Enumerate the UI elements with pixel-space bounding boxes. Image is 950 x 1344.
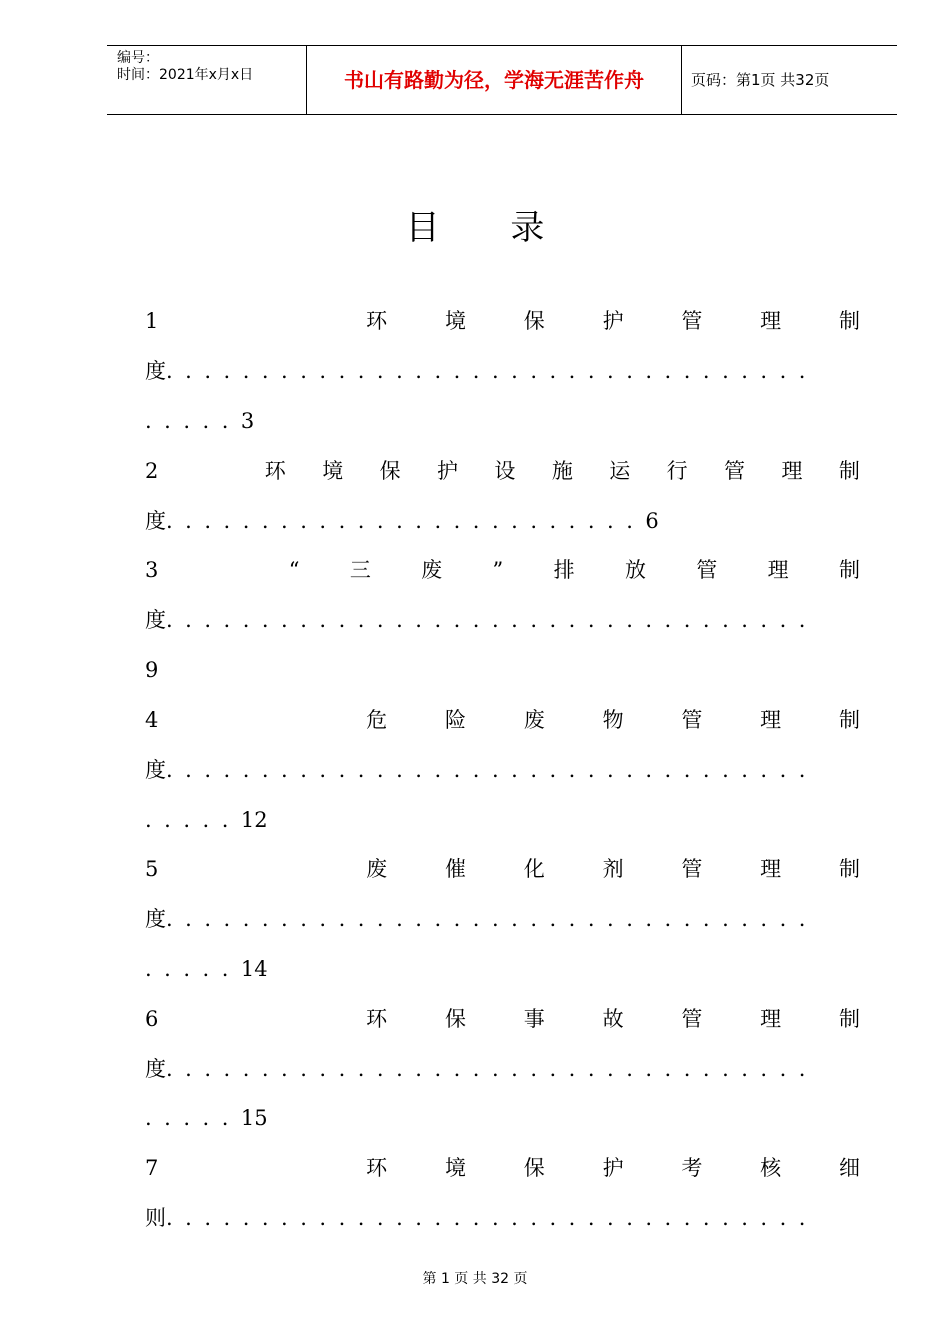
toc-char: 物 xyxy=(602,708,624,732)
toc-char: “ xyxy=(288,558,300,582)
toc-entry-7-heading[interactable] xyxy=(145,1153,860,1183)
toc-entry-4-leader xyxy=(145,755,860,785)
toc-dot-leader: ..... xyxy=(145,409,241,433)
toc-entry-number: 1 xyxy=(145,309,159,333)
toc-dot-leader: .................................. xyxy=(166,758,818,782)
toc-entry-3-heading[interactable] xyxy=(145,555,860,585)
toc-entry-number: 3 xyxy=(145,558,159,582)
toc-char: 管 xyxy=(681,309,703,333)
toc-char: 护 xyxy=(437,459,458,483)
toc-dot-leader: ..... xyxy=(145,808,241,832)
toc-last-char: 度 xyxy=(145,608,166,632)
toc-entry-number: 4 xyxy=(145,708,159,732)
toc-entry-5-page xyxy=(145,954,860,984)
toc-entry-2-heading[interactable] xyxy=(145,456,860,486)
toc-dot-leader: .................................. xyxy=(166,1206,818,1230)
toc-entry-7-leader xyxy=(145,1203,860,1233)
toc-char: 管 xyxy=(724,459,746,483)
toc-char: 境 xyxy=(444,1156,466,1180)
toc-entry-6-leader xyxy=(145,1054,860,1084)
toc-char: 理 xyxy=(760,708,782,732)
toc-char: 设 xyxy=(494,459,516,483)
toc-entry-3-page xyxy=(145,655,860,685)
toc-title xyxy=(0,200,950,249)
toc-char: 保 xyxy=(444,1007,466,1031)
toc-char: 三 xyxy=(349,558,371,582)
toc-char: 管 xyxy=(696,558,718,582)
toc-title-char-1: 目 xyxy=(405,208,440,248)
toc-char: 制 xyxy=(838,558,860,582)
toc-entry-number: 2 xyxy=(145,459,159,483)
page-header xyxy=(107,45,897,115)
toc-char: 催 xyxy=(444,857,466,881)
toc-entry-6-heading[interactable] xyxy=(145,1004,860,1034)
header-meta xyxy=(107,46,307,114)
toc-char: 管 xyxy=(681,708,703,732)
toc-entry-1-heading[interactable] xyxy=(145,306,860,336)
toc-char: 施 xyxy=(551,459,573,483)
toc-char: 环 xyxy=(366,309,388,333)
toc-last-char: 度 xyxy=(145,359,166,383)
toc-char: 理 xyxy=(760,857,782,881)
toc-char: 境 xyxy=(322,459,344,483)
toc-char: 放 xyxy=(624,558,646,582)
toc-char: 保 xyxy=(523,1156,545,1180)
toc-char: 管 xyxy=(681,857,703,881)
doc-number-label: 编号： xyxy=(117,50,159,66)
toc-entry-4-heading[interactable] xyxy=(145,705,860,735)
toc-char: 制 xyxy=(838,857,860,881)
toc-char: 理 xyxy=(760,1007,782,1031)
toc-char: 细 xyxy=(838,1156,860,1180)
toc-char: 核 xyxy=(760,1156,782,1180)
toc-char: 环 xyxy=(264,459,286,483)
toc-page-number: 3 xyxy=(240,409,255,433)
toc-entry-number: 7 xyxy=(145,1156,159,1180)
toc-char: 行 xyxy=(666,459,688,483)
toc-char: 危 xyxy=(366,708,388,732)
toc-dot-leader: .................................. xyxy=(166,1057,818,1081)
toc-char: 事 xyxy=(523,1007,545,1031)
toc-title-char-2: 录 xyxy=(510,208,545,248)
toc-entry-1-leader xyxy=(145,356,860,386)
toc-char: 险 xyxy=(444,708,466,732)
toc-char: 化 xyxy=(523,857,545,881)
toc-char: 废 xyxy=(421,558,443,582)
toc-last-char: 度 xyxy=(145,758,166,782)
toc-char: 运 xyxy=(609,459,631,483)
toc-dot-leader: .................................. xyxy=(166,907,818,931)
toc-char: 制 xyxy=(838,1007,860,1031)
toc-char: 护 xyxy=(602,309,624,333)
toc-last-char: 度 xyxy=(145,907,166,931)
toc-dot-leader: .................................. xyxy=(166,608,818,632)
toc-char: 理 xyxy=(767,558,789,582)
toc-page-number: 15 xyxy=(240,1106,268,1130)
toc-entry-6-page xyxy=(145,1103,860,1133)
toc-char: 理 xyxy=(760,309,782,333)
toc-entry-number: 5 xyxy=(145,857,159,881)
toc-dot-leader: ......................... xyxy=(166,509,646,533)
toc-char: 故 xyxy=(602,1007,624,1031)
toc-char: ” xyxy=(492,558,504,582)
toc-last-char: 度 xyxy=(145,509,166,533)
toc-char: 护 xyxy=(602,1156,624,1180)
toc-entry-2-leader xyxy=(145,506,860,536)
toc-entry-1-page xyxy=(145,406,860,436)
toc-char: 理 xyxy=(781,459,803,483)
header-motto: 书山有路勤为径，学海无涯苦作舟 xyxy=(307,46,682,114)
toc-entry-3-leader xyxy=(145,605,860,635)
toc-entry-5-leader xyxy=(145,904,860,934)
toc-entry-number: 6 xyxy=(145,1007,159,1031)
toc-char: 制 xyxy=(838,309,860,333)
toc-char: 环 xyxy=(366,1156,388,1180)
toc-char: 制 xyxy=(838,708,860,732)
toc-char: 保 xyxy=(379,459,401,483)
toc-page-number: 14 xyxy=(240,957,268,981)
header-page-label: 页码：第1页 共32页 xyxy=(691,71,830,89)
toc-char: 废 xyxy=(523,708,545,732)
toc-char: 环 xyxy=(366,1007,388,1031)
toc-char: 考 xyxy=(681,1156,703,1180)
toc-char: 管 xyxy=(681,1007,703,1031)
toc-dot-leader: .................................. xyxy=(166,359,818,383)
toc-page-number: 6 xyxy=(645,509,659,533)
toc-char: 剂 xyxy=(602,857,624,881)
toc-char: 保 xyxy=(523,309,545,333)
doc-time-label: 时间：2021年x月x日 xyxy=(117,67,254,83)
toc-char: 境 xyxy=(444,309,466,333)
toc-char: 制 xyxy=(838,459,860,483)
toc-last-char: 度 xyxy=(145,1057,166,1081)
toc-entry-5-heading[interactable] xyxy=(145,854,860,884)
toc-last-char: 则 xyxy=(145,1206,166,1230)
page-footer: 第 1 页 共 32 页 xyxy=(422,1271,528,1287)
toc-page-number: 9 xyxy=(145,658,159,682)
toc-dot-leader: ..... xyxy=(145,1106,241,1130)
toc-char: 排 xyxy=(553,558,575,582)
toc-page-number: 12 xyxy=(240,808,268,832)
toc-dot-leader: ..... xyxy=(145,957,241,981)
toc-char: 废 xyxy=(366,857,388,881)
toc-entry-4-page xyxy=(145,805,860,835)
